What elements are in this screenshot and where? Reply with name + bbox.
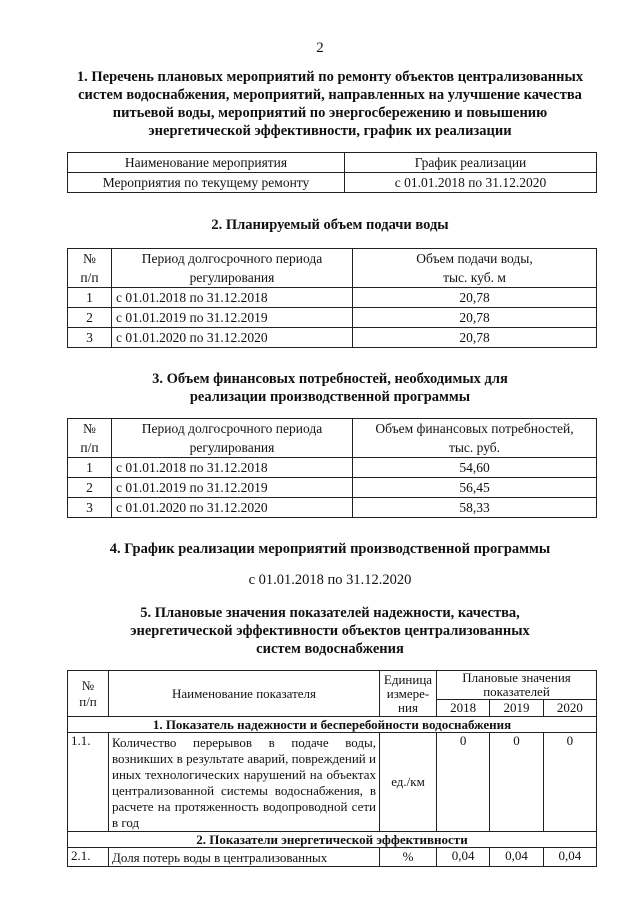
row-value-2018: 0	[437, 733, 490, 832]
activity-schedule: с 01.01.2018 по 31.12.2020	[345, 173, 597, 193]
page-number: 2	[316, 40, 324, 56]
table-header-row	[68, 671, 597, 700]
row-num: 2.1.	[68, 848, 109, 867]
section4-period: с 01.01.2018 по 31.12.2020	[248, 572, 412, 588]
table-row	[68, 848, 597, 867]
header-financial-unit: тыс. руб.	[448, 440, 501, 455]
row-value: 56,45	[353, 478, 597, 498]
header-planned-sub: показателей	[483, 684, 550, 699]
section3-title-line2: реализации производственной программы	[189, 389, 471, 405]
group-row	[68, 832, 597, 848]
header-activity-name: Наименование мероприятия	[68, 153, 345, 173]
group-row	[68, 717, 597, 733]
header-num: №	[81, 677, 95, 693]
header-unit-2: измере-	[386, 685, 430, 701]
table-row	[68, 308, 597, 328]
group-title: 2. Показатели энергетической эффективности	[68, 832, 597, 848]
table-row	[68, 733, 597, 832]
row-unit: %	[380, 848, 437, 867]
header-schedule: График реализации	[345, 153, 597, 173]
row-num: 1	[68, 288, 112, 308]
table-row	[68, 288, 597, 308]
activities-table	[67, 152, 597, 193]
header-num-sub: п/п	[79, 693, 97, 709]
row-period: с 01.01.2019 по 31.12.2019	[112, 308, 353, 328]
section1-title: 1. Перечень плановых мероприятий по ремонту объектов централизованных систем водоснабжения, мероприятий, направленных на улучшение качества питьевой воды, мероприятий по энергосбережению и повышению энергетической эффективности, график их реализации	[76, 69, 584, 139]
table-row	[68, 173, 597, 193]
header-indicator-name: Наименование показателя	[109, 671, 380, 717]
row-period: с 01.01.2020 по 31.12.2020	[112, 328, 353, 348]
row-period: с 01.01.2018 по 31.12.2018	[112, 458, 353, 478]
section2-title: 2. Планируемый объем подачи воды	[211, 217, 449, 233]
row-value-2020: 0,04	[543, 848, 596, 867]
row-value-2019: 0,04	[490, 848, 543, 867]
header-financial: Объем финансовых потребностей,	[375, 421, 574, 436]
header-period-sub: регулирования	[189, 440, 275, 455]
header-year: 2020	[543, 700, 596, 717]
header-unit-3: ния	[398, 699, 418, 715]
header-volume-unit: тыс. куб. м	[443, 270, 506, 285]
activity-name: Мероприятия по текущему ремонту	[68, 173, 345, 193]
table-row	[68, 498, 597, 518]
row-unit: ед./км	[380, 733, 437, 832]
row-num: 2	[68, 478, 112, 498]
header-num-sub: п/п	[80, 270, 99, 285]
row-num: 1	[68, 458, 112, 478]
table-header-row	[68, 153, 597, 173]
row-num: 1.1.	[68, 733, 109, 832]
table-row	[68, 458, 597, 478]
header-year: 2018	[437, 700, 490, 717]
row-num: 2	[68, 308, 112, 328]
financial-needs-table	[67, 418, 597, 518]
table-row	[68, 328, 597, 348]
indicators-table	[67, 670, 597, 867]
header-num: №	[83, 421, 96, 436]
header-year: 2019	[490, 700, 543, 717]
row-value-2020: 0	[543, 733, 596, 832]
row-value-2019: 0	[490, 733, 543, 832]
table-header-row	[68, 249, 597, 288]
row-period: с 01.01.2019 по 31.12.2019	[112, 478, 353, 498]
header-period: Период долгосрочного периода	[141, 421, 323, 436]
header-period: Период долгосрочного периода	[141, 251, 323, 266]
group-title: 1. Показатель надежности и бесперебойности водоснабжения	[68, 717, 597, 733]
header-volume: Объем подачи воды,	[416, 251, 533, 266]
row-indicator-name: Доля потерь воды в централизованных	[109, 848, 380, 867]
section5-title-line3: систем водоснабжения	[256, 641, 404, 657]
section5-title-line1: 5. Плановые значения показателей надежности, качества,	[140, 605, 520, 621]
section3-title-line1: 3. Объем финансовых потребностей, необходимых для	[152, 371, 508, 387]
section4-title: 4. График реализации мероприятий производственной программы	[109, 541, 551, 557]
header-planned: Плановые значения	[462, 670, 571, 685]
row-value: 54,60	[353, 458, 597, 478]
header-period-sub: регулирования	[189, 270, 275, 285]
section5-title-line2: энергетической эффективности объектов централизованных	[130, 623, 530, 639]
header-num: №	[83, 251, 96, 266]
row-value: 58,33	[353, 498, 597, 518]
row-num: 3	[68, 328, 112, 348]
row-value: 20,78	[353, 308, 597, 328]
table-header-row	[68, 419, 597, 458]
row-indicator-name: Количество перерывов в подаче воды, возникших в результате аварий, повреждений и иных технологических нарушений на объектах централизованной системы водоснабжения, в расчете на протяженность водопроводной сети в год	[109, 733, 380, 832]
row-num: 3	[68, 498, 112, 518]
row-value: 20,78	[353, 328, 597, 348]
water-supply-table	[67, 248, 597, 348]
row-period: с 01.01.2018 по 31.12.2018	[112, 288, 353, 308]
row-period: с 01.01.2020 по 31.12.2020	[112, 498, 353, 518]
header-unit: Единица	[383, 671, 433, 687]
header-num-sub: п/п	[80, 440, 99, 455]
row-value-2018: 0,04	[437, 848, 490, 867]
table-row	[68, 478, 597, 498]
row-value: 20,78	[353, 288, 597, 308]
